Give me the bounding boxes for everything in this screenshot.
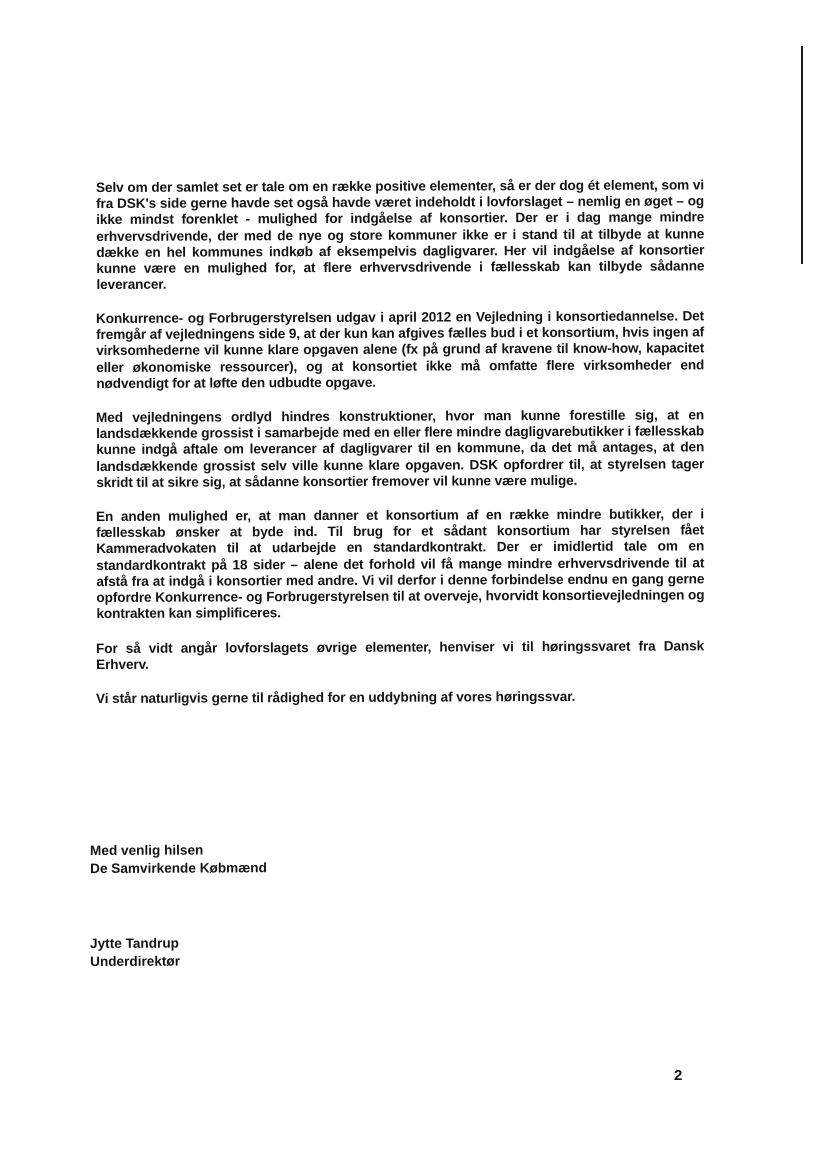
organization-name: De Samvirkende Købmænd <box>90 860 267 876</box>
paragraph-availability: Vi står naturligvis gerne til rådighed for en uddybning af vores høringssvar. <box>96 689 576 707</box>
closing-block <box>90 841 267 878</box>
letter-body <box>96 177 705 707</box>
paragraph-consortium-intro: Selv om der samlet set er tale om en række positive elementer, så er der dog ét element, som vi fra DSK's side gerne havde set også havde været indeholdt i lovforslaget – nemlig en øget – og ikke mindst forenklet - mulighed for indgåelse af konsortier. Der er i dag mange mindre erhvervsdrivende, der med de nye og store kommuner ikke er i stand til at tilbyde at kunne dække en hel kommunes indkøb af eksempelvis dagligvarer. Her vil indgåelse af konsortier kunne være en mulighed for, at flere erhvervsdrivende i fællesskab kan tilbyde sådanne leverancer. <box>96 177 705 293</box>
paragraph-guidance: Konkurrence- og Forbrugerstyrelsen udgav i april 2012 en Vejledning i konsortiedannelse. Det fremgår af vejledningens side 9, at der kun kan afgives fælles bud i et konsortium, hvis ingen af virksomhederne vil kunne klare opgaven alene (fx på grund af kravene til know-how, kapacitet eller økonomiske ressourcer), og at konsortiet ikke må omfatte flere virksomheder end nødvendigt for at løfte den udbudte opgave. <box>96 308 705 392</box>
scan-edge-line <box>801 46 803 264</box>
paragraph-wording: Med vejledningens ordlyd hindres konstruktioner, hvor man kunne forestille sig, at en landsdækkende grossist i samarbejde med en eller flere mindre dagligvarebutikker i fællesskab kunne indgå aftale om leverancer af dagligvarer til en kommune, da det må antages, at den landsdækkende grossist selv ville kunne klare opgaven. DSK opfordrer til, at styrelsen tager skridt til at sikre sig, at sådanne konsortier fremover vil kunne være mulige. <box>96 407 705 491</box>
paragraph-other-elements: For så vidt angår lovforslagets øvrige elementer, henviser vi til høringssvaret fra Dansk Erhverv. <box>96 638 705 673</box>
signer-name: Jytte Tandrup <box>90 935 179 951</box>
page-number: 2 <box>674 1067 683 1084</box>
signer-block <box>90 935 180 971</box>
salutation: Med venlig hilsen <box>90 842 204 858</box>
paragraph-standard-contract: En anden mulighed er, at man danner et konsortium af en række mindre butikker, der i fællesskab ønsker at byde ind. Til brug for et sådant konsortium har styrelsen fået Kammeradvokaten til at udarbejde en standardkontrakt. Der er imidlertid tale om en standardkontrakt på 18 sider – alene det forhold vil få mange mindre erhvervsdrivende til at afstå fra at indgå i konsortier med andre. Vi vil derfor i denne forbindelse endnu en gang gerne opfordre Konkurrence- og Forbrugerstyrelsen til at overveje, hvorvidt konsortievejledningen og kontrakten kan simplificeres. <box>96 506 705 622</box>
signer-title: Underdirektør <box>90 953 181 969</box>
